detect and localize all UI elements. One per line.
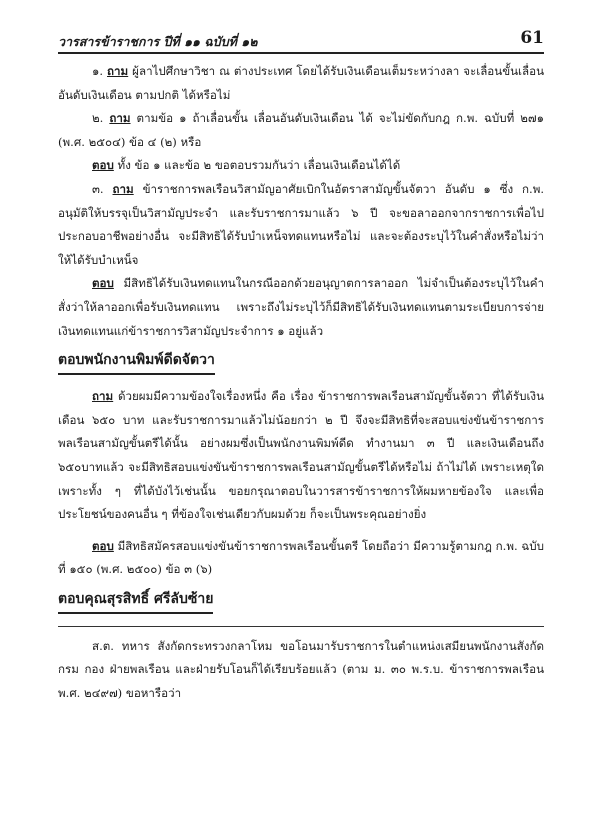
answer-label: ตอบ bbox=[92, 276, 114, 291]
question-label: ถาม bbox=[107, 64, 129, 78]
page-content bbox=[58, 60, 544, 706]
question-label: ถาม bbox=[92, 389, 114, 404]
answer-text: ทั้ง ข้อ ๑ และข้อ ๒ ขอตอบรวมกันว่า เลื่อนเงินเดือนได้ได้ bbox=[117, 158, 401, 173]
item-number: ๑. bbox=[92, 64, 104, 78]
item-number: ๓. bbox=[92, 181, 104, 196]
section-heading-typist: ตอบพนักงานพิมพ์ดีดจัตวา bbox=[58, 349, 215, 375]
page-number: 61 bbox=[520, 28, 544, 48]
answer-text: มีสิทธิได้รับเงินทดแทนในกรณีออกด้วยอนุญาตการลาออก ไม่จำเป็นต้องระบุไว้ในคำสั่งว่าให้ลาออกเพื่อรับเงินทดแทน เพราะถึงไม่ระบุไว้ก็มีสิทธิได้รับเงินทดแทนตามระเบียบการจ่ายเงินทดแทนแก่ข้าราชการวิสามัญประจำการ ๑ อยู่แล้ว bbox=[58, 276, 544, 338]
question-label: ถาม bbox=[109, 111, 131, 126]
item-number: ๒. bbox=[92, 111, 104, 126]
question-1 bbox=[58, 60, 544, 107]
question-text: ผู้ลาไปศึกษาวิชา ณ ต่างประเทศ โดยได้รับเงินเดือนเต็มระหว่างลา จะเลื่อนขั้นเลื่อนอันดับเงินเดือน ตามปกติ ได้หรือไม่ bbox=[58, 64, 545, 102]
answer-label: ตอบ bbox=[92, 538, 114, 553]
answer-label: ตอบ bbox=[92, 158, 114, 173]
question-label: ถาม bbox=[112, 181, 134, 196]
surasit-text: ส.ต. ทหาร สังกัดกระทรวงกลาโหม ขอโอนมารับราชการในตำแหน่งเสมียนพนักงานสังกัดกรม กอง ฝ่ายพลเรือน และฝ่ายรับโอนก็ได้เรียบร้อยแล้ว (ตาม ม. ๓๐ พ.ร.บ. ข้าราชการพลเรือน พ.ศ. ๒๔๙๗) ขอหารือว่า bbox=[58, 638, 544, 701]
running-title: วารสารข้าราชการ ปีที่ ๑๑ ฉบับที่ ๑๒ bbox=[58, 34, 258, 49]
question-2 bbox=[58, 107, 544, 154]
question-text: ด้วยผมมีความข้องใจเรื่องหนึ่ง คือ เรื่อง ข้าราชการพลเรือนสามัญขั้นจัตวา ที่ได้รับเงินเดือน ๖๕๐ บาท และรับราชการมาแล้วไม่น้อยกว่า ๒ ปี จึงจะมีสิทธิที่จะสอบแข่งขันข้าราชการพลเรือนสามัญขั้นตรีได้นั้น อย่างผมซึ่งเป็นพนักงานพิมพ์ดีด ทำงานมา ๓ ปี และเงินเดือนถึง ๖๕๐บาทแล้ว จะมีสิทธิสอบแข่งขันข้าราชการพลเรือนสามัญขั้นตรีได้หรือไม่ ถ้าไม่ได้ เพราะเหตุใด เพราะทั้ง ๆ ที่ได้บังไว้เช่นนั้น ขอยกรุณาตอบในวารสารข้าราชการให้ผมหายข้องใจ และเพื่อประโยชน์ของคนอื่น ๆ ที่ข้องใจเช่นเดียวกับผมด้วย ก็จะเป็นพระคุณอย่างยิ่ง bbox=[58, 389, 545, 522]
question-text: ตามข้อ ๑ ถ้าเลื่อนขั้น เลื่อนอันดับเงินเดือน ได้ จะไม่ขัดกับกฎ ก.พ. ฉบับที่ ๒๗๑ (พ.ศ. ๒๕๐๔) ข้อ ๔ (๒) หรือ bbox=[58, 111, 545, 149]
answer-3 bbox=[58, 272, 544, 343]
page-header bbox=[58, 26, 544, 54]
section-heading-surasit: ตอบคุณสุรสิทธิ์ ศรีลับซ้าย bbox=[58, 588, 213, 614]
section-divider bbox=[58, 626, 544, 627]
answer-text: มีสิทธิสมัครสอบแข่งขันข้าราชการพลเรือนขั้นตรี โดยถือว่า มีความรู้ตามกฎ ก.พ. ฉบับที่ ๑๕๐ (พ.ศ. ๒๕๐๐) ข้อ ๓ (๖) bbox=[58, 538, 544, 577]
question-text: ข้าราชการพลเรือนวิสามัญอาศัยเบิกในอัตราสามัญขั้นจัตวา อันดับ ๑ ซึ่ง ก.พ. อนุมัติให้บรรจุเป็นวิสามัญประจำ และรับราชการมาแล้ว ๖ ปี จะขอลาออกจากราชการเพื่อไปประกอบอาชีพอย่างอื่น จะมีสิทธิได้รับบำเหน็จทดแทนหรือไม่ และจะต้องระบุไว้ในคำสั่งหรือไม่ว่าให้ได้รับบำเหน็จ bbox=[58, 181, 545, 267]
answer-1-2 bbox=[58, 154, 544, 178]
typist-answer bbox=[58, 535, 544, 582]
typist-question bbox=[58, 385, 544, 527]
question-3 bbox=[58, 178, 544, 272]
